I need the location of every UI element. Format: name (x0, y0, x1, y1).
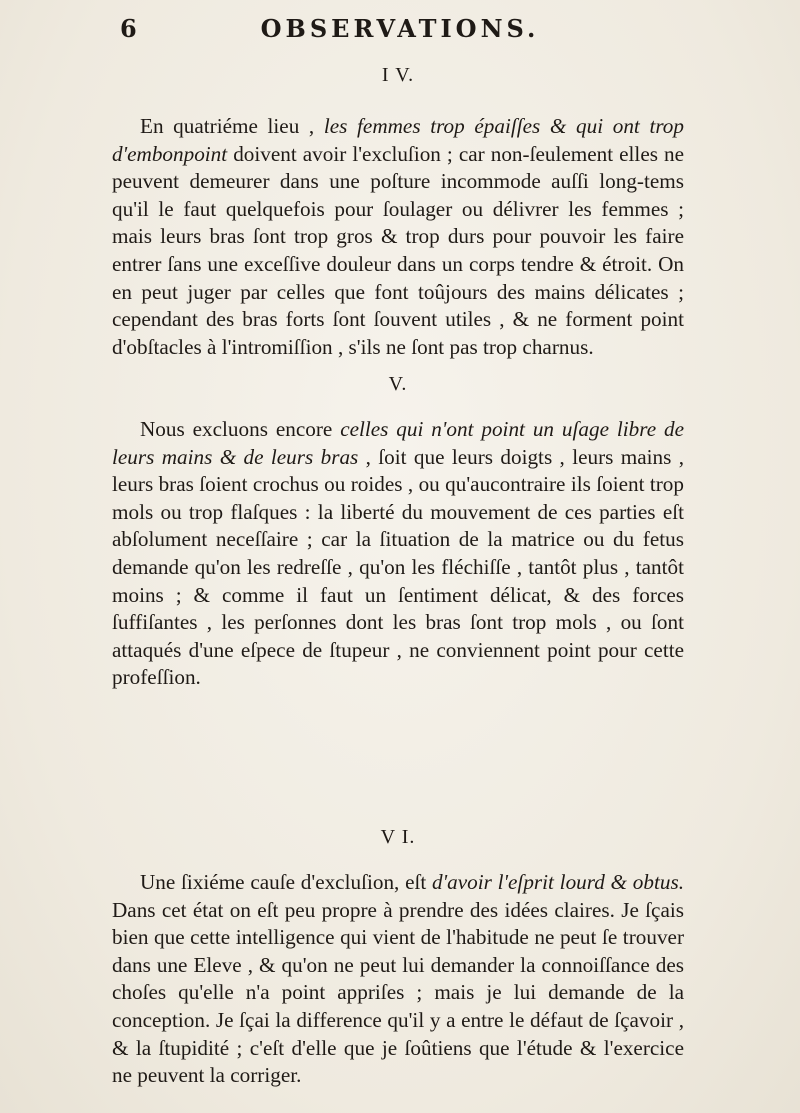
page-number: 6 (120, 14, 137, 43)
section-number: V I. (380, 826, 416, 848)
paragraph-text: Nous excluons encore (140, 417, 341, 441)
section-paragraph (112, 416, 684, 692)
paragraph-text: Dans cet état on eſt peu propre à prendre des idées claires. Je ſçais bien que cette intelligence qui vient de l'habitude ne peut ſe trouver dans une Eleve , & qu'on ne peut lui demander la connoiſſance des choſes qu'elle n'a point appriſes ; mais je lui demande de la conception. Je ſçai la difference qu'il y a entre le défaut de ſçavoir , & la ſtupidité ; c'eſt d'elle que je ſoûtiens que l'étude & l'exercice ne peuvent la corriger. (112, 897, 684, 1088)
section-vi (112, 826, 684, 1090)
section-paragraph (112, 113, 684, 361)
running-head: OBSERVATIONS. (260, 14, 540, 43)
section-v (112, 373, 684, 692)
paragraph-italic: celles qui n'ont point un uſage libre de leurs mains & de leurs bras (112, 417, 684, 469)
section-paragraph (112, 869, 684, 1090)
paragraph-italic: d'avoir l'eſprit lourd & obtus. (432, 870, 684, 894)
paragraph-text: , ſoit que leurs doigts , leurs mains , leurs bras ſoient crochus ou roides , ou qu'aucontraire ils ſoient trop mols ou trop flaſques : la liberté du mouvement de ces parties eſt abſolument neceſſaire ; car la ſituation de la matrice ou du fetus demande qu'on les redreſſe , qu'on les fléchiſſe , tantôt plus , tantôt moins ; & comme il faut un ſentiment délicat, & des forces ſuffiſantes , les perſonnes dont les bras ſont trop mols , ou ſont attaqués d'une eſpece de ſtupeur , ne conviennent point pour cette profeſſion. (112, 444, 684, 690)
paragraph-text: En quatriéme lieu , (140, 114, 324, 138)
section-iv (112, 64, 684, 361)
paragraph-text: doivent avoir l'excluſion ; car non-ſeulement elles ne peuvent demeurer dans une poſture incommode auſſi long-tems qu'il le faut quelquefois pour ſoulager ou délivrer les femmes ; mais leurs bras ſont trop gros & trop durs pour pouvoir les faire entrer ſans une exceſſive douleur dans un corps tendre & étroit. On en peut juger par celles que font toûjours des mains délicates ; cependant des bras forts ſont ſouvent utiles , & ne forment point d'obſtacles à l'intromiſſion , s'ils ne ſont pas trop charnus. (112, 141, 684, 359)
page-header (120, 14, 680, 54)
paragraph-text: Une ſixiéme cauſe d'excluſion, eſt (140, 870, 433, 894)
paragraph-italic: les femmes trop épaiſſes & qui ont trop d'embonpoint (112, 114, 684, 166)
section-number: I V. (381, 64, 415, 86)
section-number: V. (388, 373, 408, 395)
